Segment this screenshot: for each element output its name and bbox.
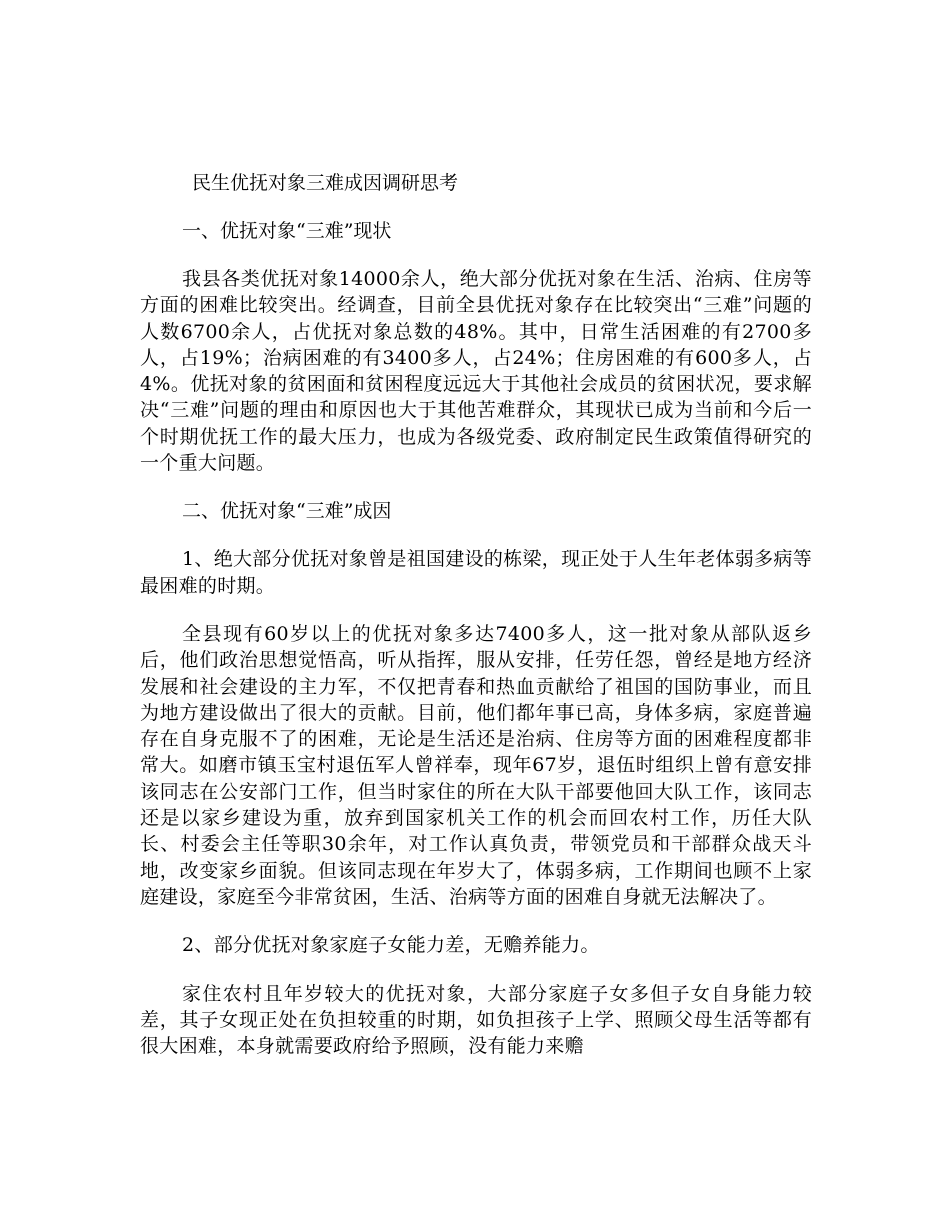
paragraph-cause-1-detail: 全县现有60岁以上的优抚对象多达7400多人，这一批对象从部队返乡后，他们政治思想觉悟高，听从指挥，服从安排，任劳任怨，曾经是地方经济发展和社会建设的主力军，不仅把青春和热血贡献给了祖国的国防事业，而且为地方建设做出了很大的贡献。目前，他们都年事已高，身体多病，家庭普遍存在自身克服不了的困难，无论是生活还是治病、住房等方面的困难程度都非常大。如磨市镇玉宝村退伍军人曾祥奉，现年67岁，退伍时组织上曾有意安排该同志在公安部门工作，但当时家住的所在大队干部要他回大队工作，该同志还是以家乡建设为重，放弃到国家机关工作的机会而回农村工作，历任大队长、村委会主任等职30余年，对工作认真负责，带领党员和干部群众战天斗地，改变家乡面貌。但该同志现在年岁大了，体弱多病，工作期间也顾不上家庭建设，家庭至今非常贫困，生活、治病等方面的困难自身就无法解决了。 (140, 622, 812, 908)
section-heading-causes: 二、优抚对象“三难”成因 (182, 500, 392, 523)
document-title: 民生优抚对象三难成因调研思考 (192, 172, 459, 194)
section-heading-status: 一、优抚对象“三难”现状 (182, 220, 392, 242)
document-body (140, 170, 812, 1081)
paragraph-status-overview: 我县各类优抚对象14000余人，绝大部分优抚对象在生活、治病、住房等方面的困难比较突出。经调查，目前全县优抚对象存在比较突出“三难”问题的人数6700余人，占优抚对象总数的48%。其中，日常生活困难的有2700多人，占19%；治病困难的有3400多人，占24%；住房困难的有600多人，占4%。优抚对象的贫困面和贫困程度远远大于其他社会成员的贫困状况，要求解决“三难”问题的理由和原因也大于其他苦难群众，其现状已成为当前和今后一个时期优抚工作的最大压力，也成为各级党委、政府制定民生政策值得研究的一个重大问题。 (140, 268, 812, 475)
paragraph-cause-1-title: 1、绝大部分优抚对象曾是祖国建设的栋梁，现正处于人生年老体弱多病等最困难的时期。 (140, 548, 812, 597)
paragraph-cause-2-title: 2、部分优抚对象家庭子女能力差，无赡养能力。 (182, 934, 600, 957)
paragraph-cause-2-detail: 家住农村且年岁较大的优抚对象，大部分家庭子女多但子女自身能力较差，其子女现正处在负担较重的时期，如负担孩子上学、照顾父母生活等都有很大困难，本身就需要政府给予照顾，没有能力来赡 (140, 982, 812, 1058)
